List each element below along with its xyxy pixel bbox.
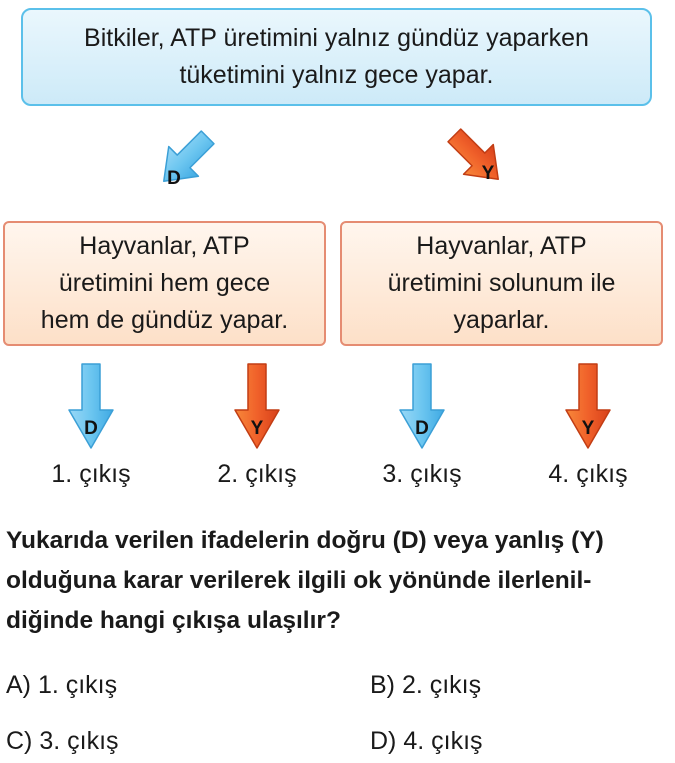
true-arrow-right-letter: D [415,418,429,439]
exit-2-label: 2. çıkış [217,460,297,488]
option-a[interactable]: A) 1. çıkış [6,671,118,699]
true-arrow-left [66,362,116,450]
true-arrow-top-letter: D [167,168,181,189]
question-line-3: diğinde hangi çıkışa ulaşılır? [6,607,341,634]
option-c[interactable]: C) 3. çıkış [6,727,119,755]
question-line-1: Yukarıda verilen ifadelerin doğru (D) veya yanlış (Y) [6,527,604,554]
statement-right-box [340,221,663,346]
question-line-2: olduğuna karar verilerek ilgili ok yönünde ilerlenil- [6,567,592,594]
statement-left-text: Hayvanlar, ATP üretimini hem gece hem de gündüz yapar. [40,232,289,334]
exit-4-label: 4. çıkış [548,460,628,488]
exit-3-label: 3. çıkış [382,460,462,488]
true-arrow-right [397,362,447,450]
statement-left-box [3,221,326,346]
false-arrow-top [442,123,512,193]
option-d[interactable]: D) 4. çıkış [370,727,483,755]
statement-right-text: Hayvanlar, ATP üretimini solunum ile yaparlar. [387,232,616,334]
statement-top-box [21,8,652,106]
true-arrow-left-letter: D [84,418,98,439]
false-arrow-left-letter: Y [250,418,264,439]
false-arrow-top-letter: Y [481,163,495,184]
statement-top-text: Bitkiler, ATP üretimini yalnız gündüz yaparken tüketimini yalnız gece yapar. [84,24,589,89]
false-arrow-right-letter: Y [581,418,595,439]
option-b[interactable]: B) 2. çıkış [370,671,482,699]
question-text [6,521,668,641]
false-arrow-right [563,362,613,450]
exit-1-label: 1. çıkış [51,460,131,488]
true-arrow-top [150,125,220,195]
false-arrow-left [232,362,282,450]
